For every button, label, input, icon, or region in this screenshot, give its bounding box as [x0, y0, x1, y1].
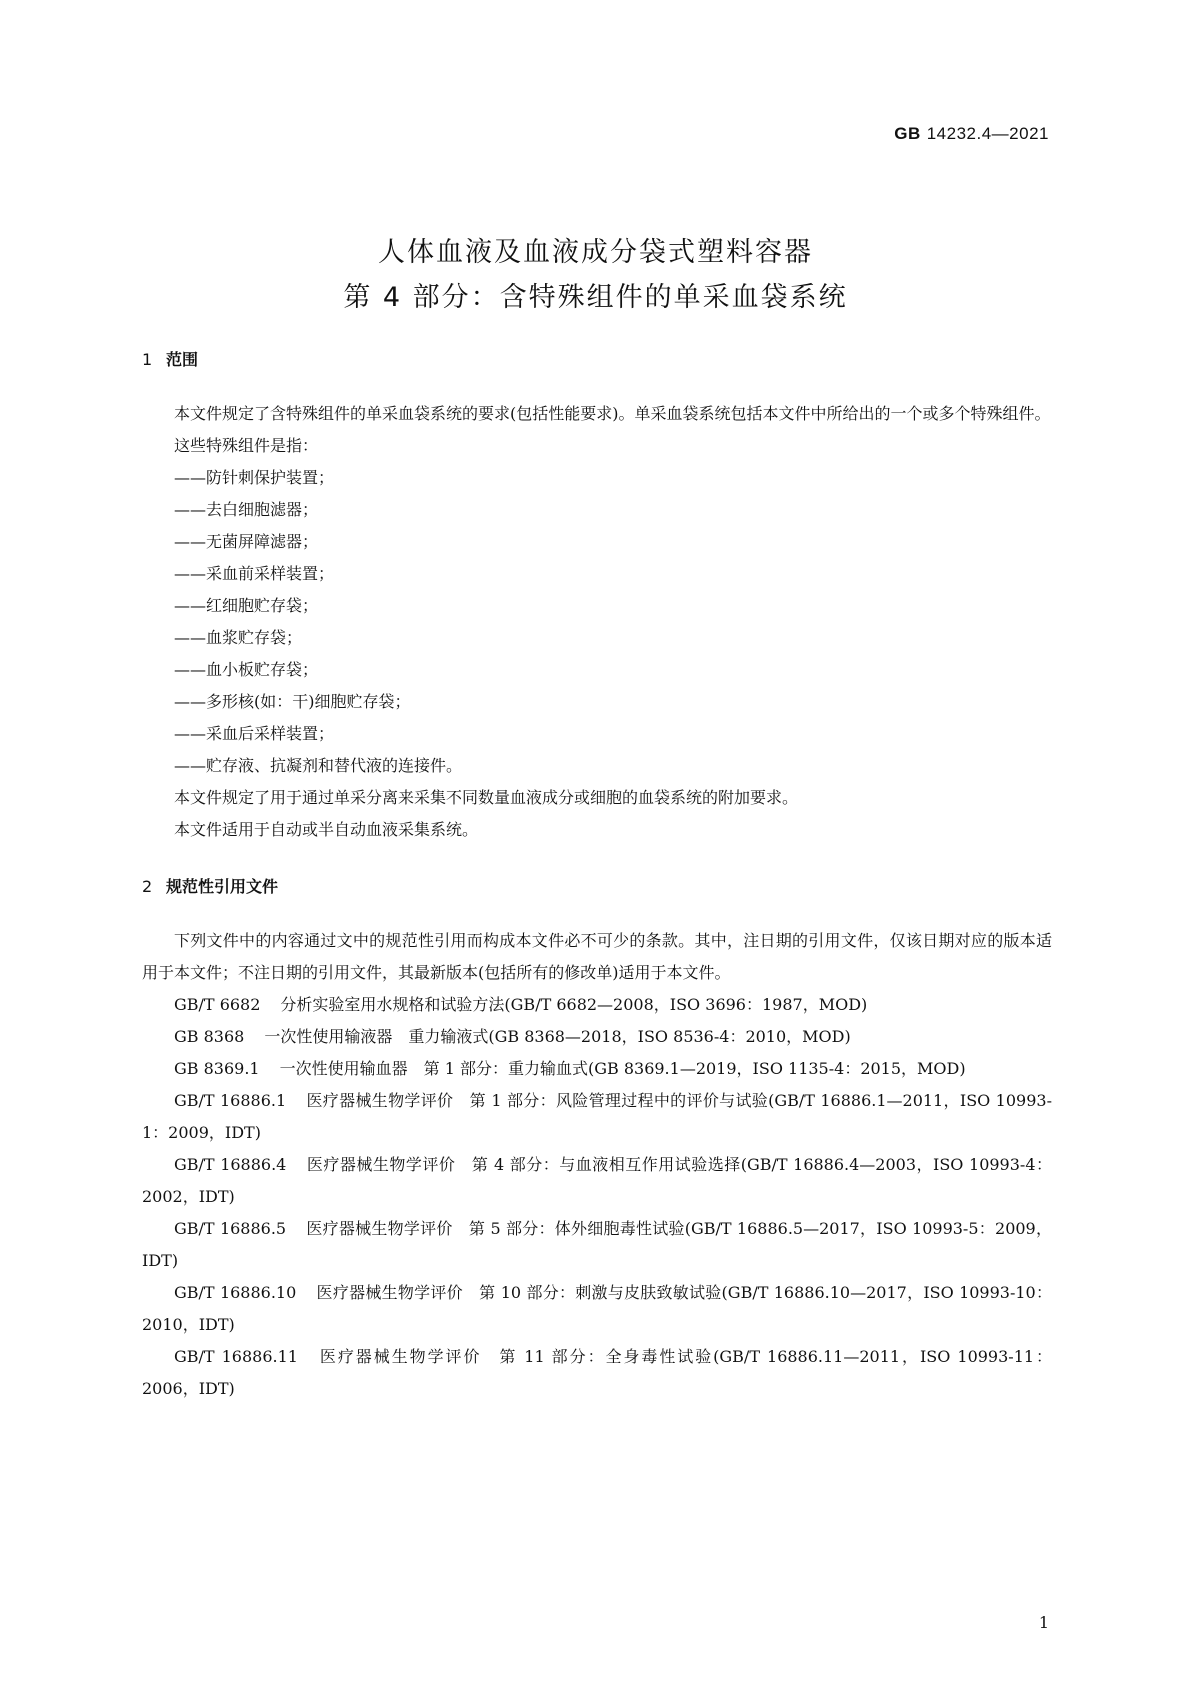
page-number: 1 — [1038, 1613, 1049, 1632]
document-title-line1: 人体血液及血液成分袋式塑料容器 — [378, 237, 813, 268]
reference-code: GB 8368 — [174, 1027, 245, 1046]
reference-text: 分析实验室用水规格和试验方法(GB/T 6682—2008，ISO 3696：1987，MOD) — [280, 995, 868, 1014]
reference-code: GB/T 16886.1 — [174, 1091, 287, 1110]
reference-code: GB/T 16886.5 — [174, 1219, 287, 1238]
list-item: ——红细胞贮存袋； — [174, 596, 319, 615]
standard-code — [894, 124, 1049, 144]
section-2-body — [142, 925, 1052, 1405]
reference-code: GB/T 16886.10 — [174, 1283, 297, 1302]
reference-code: GB/T 16886.4 — [174, 1155, 287, 1174]
section-1-title: 范围 — [166, 350, 199, 369]
paragraph: 本文件规定了用于通过单采分离来采集不同数量血液成分或细胞的血袋系统的附加要求。 — [174, 788, 799, 807]
reference-item — [142, 1277, 1052, 1341]
list-item: ——采血后采样装置； — [174, 724, 335, 743]
standard-prefix: GB — [894, 124, 921, 143]
standard-number: 14232.4—2021 — [926, 124, 1049, 143]
reference-item — [142, 1213, 1052, 1277]
list-item: ——贮存液、抗凝剂和替代液的连接件。 — [174, 756, 463, 775]
reference-text: 一次性使用输液器 重力输液式(GB 8368—2018，ISO 8536-4：2010，MOD) — [264, 1027, 851, 1046]
list-item: ——血小板贮存袋； — [174, 660, 319, 679]
reference-item — [142, 1085, 1052, 1149]
reference-text: 医疗器械生物学评价 第 11 部分：全身毒性试验(GB/T 16886.11—2011，ISO 10993-11：2006，IDT) — [142, 1347, 1052, 1398]
paragraph: 这些特殊组件是指： — [174, 436, 319, 455]
list-item: ——无菌屏障滤器； — [174, 532, 319, 551]
section-2-heading — [142, 874, 278, 897]
reference-text: 医疗器械生物学评价 第 10 部分：刺激与皮肤致敏试验(GB/T 16886.10—2017，ISO 10993-10：2010，IDT) — [142, 1283, 1052, 1334]
reference-item — [142, 989, 1052, 1021]
list-item: ——多形核(如：干)细胞贮存袋； — [174, 692, 411, 711]
paragraph: 本文件规定了含特殊组件的单采血袋系统的要求(包括性能要求)。单采血袋系统包括本文件中所给出的一个或多个特殊组件。 — [174, 404, 1051, 423]
list-item: ——去白细胞滤器； — [174, 500, 319, 519]
reference-text: 医疗器械生物学评价 第 1 部分：风险管理过程中的评价与试验(GB/T 16886.1—2011，ISO 10993-1：2009，IDT) — [142, 1091, 1052, 1142]
reference-item — [142, 1149, 1052, 1213]
section-1-number: 1 — [142, 350, 153, 369]
document-title-line2: 第 4 部分：含特殊组件的单采血袋系统 — [343, 282, 848, 313]
list-item: ——采血前采样装置； — [174, 564, 335, 583]
section-1-heading — [142, 347, 198, 370]
reference-code: GB/T 16886.11 — [174, 1347, 298, 1366]
reference-text: 一次性使用输血器 第 1 部分：重力输血式(GB 8369.1—2019，ISO 1135-4：2015，MOD) — [279, 1059, 966, 1078]
reference-code: GB/T 6682 — [174, 995, 261, 1014]
reference-item — [142, 1021, 1052, 1053]
reference-item — [142, 1341, 1052, 1405]
list-item: ——血浆贮存袋； — [174, 628, 303, 647]
paragraph: 下列文件中的内容通过文中的规范性引用而构成本文件必不可少的条款。其中，注日期的引用文件，仅该日期对应的版本适用于本文件；不注日期的引用文件，其最新版本(包括所有的修改单)适用于本文件。 — [142, 931, 1052, 982]
reference-code: GB 8369.1 — [174, 1059, 260, 1078]
reference-text: 医疗器械生物学评价 第 4 部分：与血液相互作用试验选择(GB/T 16886.4—2003，ISO 10993-4：2002，IDT) — [142, 1155, 1052, 1206]
list-item: ——防针刺保护装置； — [174, 468, 335, 487]
section-2-number: 2 — [142, 877, 153, 896]
section-1-body — [142, 398, 1052, 846]
paragraph: 本文件适用于自动或半自动血液采集系统。 — [174, 820, 479, 839]
section-2-title: 规范性引用文件 — [166, 877, 279, 896]
reference-item — [142, 1053, 1052, 1085]
reference-text: 医疗器械生物学评价 第 5 部分：体外细胞毒性试验(GB/T 16886.5—2017，ISO 10993-5：2009，IDT) — [142, 1219, 1052, 1270]
